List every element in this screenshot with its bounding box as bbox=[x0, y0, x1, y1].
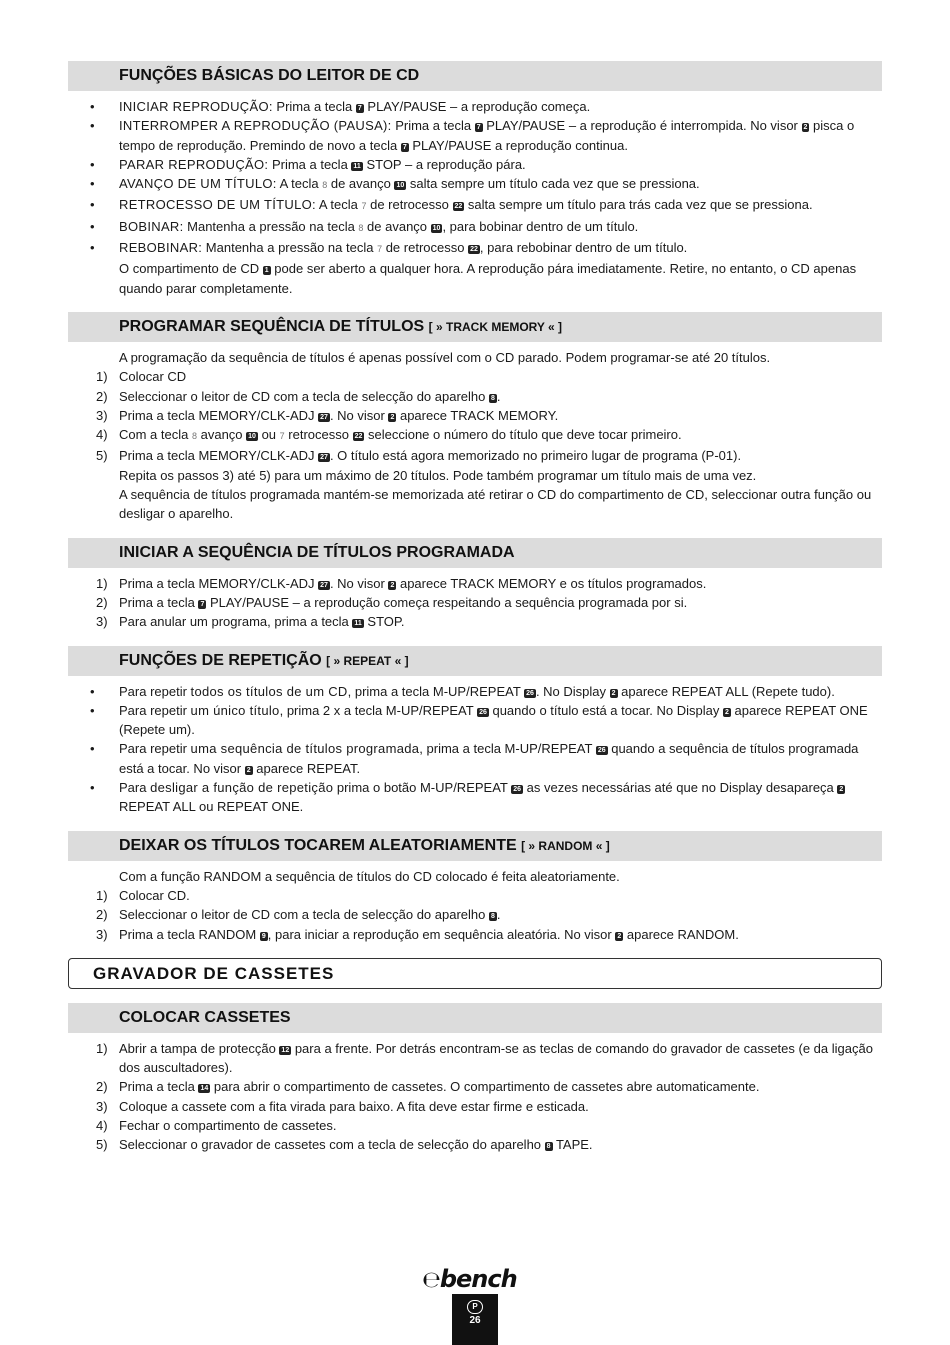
list-item: • PARAR REPRODUÇÃO: Prima a tecla 11 STOP – a reprodução pára. bbox=[68, 155, 882, 174]
list-item: 5) Seleccionar o gravador de cassetes com a tecla de selecção do aparelho 8 TAPE. bbox=[96, 1137, 593, 1153]
list-item: • AVANÇO DE UM TÍTULO: A tecla 8 de avanço 10 salta sempre um título cada vez que se pressiona. bbox=[68, 174, 882, 195]
section-heading-track-memory: PROGRAMAR SEQUÊNCIA DE TÍTULOS [ » TRACK MEMORY « ] bbox=[68, 312, 882, 342]
track-memory-note-2: A sequência de títulos programada mantém-se memorizada até retirar o CD do compartimento de CD, seleccionar outra função ou desligar o aparelho. bbox=[119, 487, 872, 522]
list-item: 5) Prima a tecla MEMORY/CLK-ADJ 27 . O título está agora memorizado no primeiro lugar de programa (P-01). bbox=[96, 448, 742, 464]
brand-logo: ℮bench bbox=[422, 1265, 517, 1293]
chapter-heading-cassette: GRAVADOR DE CASSETES bbox=[68, 958, 882, 989]
section-heading-cd-basics: FUNÇÕES BÁSICAS DO LEITOR DE CD bbox=[68, 61, 882, 91]
list-item: 4) Fechar o compartimento de cassetes. bbox=[96, 1117, 337, 1133]
repeat-list bbox=[68, 682, 882, 817]
list-item: • Para repetir uma sequência de títulos programada, prima a tecla M-UP/REPEAT 26 quando a sequência de títulos programada está a tocar. No visor 2 aparece REPEAT. bbox=[68, 739, 882, 778]
list-item: • Para desligar a função de repetição prima o botão M-UP/REPEAT 26 as vezes necessárias até que no Display desapareça 2 REPEAT ALL ou REPEAT ONE. bbox=[68, 778, 882, 817]
section-heading-repeat: FUNÇÕES DE REPETIÇÃO [ » REPEAT « ] bbox=[68, 646, 882, 676]
list-item: 2) Seleccionar o leitor de CD com a tecla de selecção do aparelho 8 . bbox=[96, 388, 501, 404]
insert-cassette-steps bbox=[68, 1039, 882, 1155]
list-item: • REBOBINAR: Mantenha a pressão na tecla 7 de retrocesso 22 , para rebobinar dentro de um título. bbox=[68, 238, 882, 259]
track-memory-intro: A programação da sequência de títulos é apenas possível com o CD parado. Podem programar-se até 20 títulos. bbox=[119, 349, 771, 365]
list-item: • INICIAR REPRODUÇÃO: Prima a tecla 7 PLAY/PAUSE – a reprodução começa. bbox=[68, 97, 882, 116]
list-item: 2) Prima a tecla 14 para abrir o compartimento de cassetes. O compartimento de cassetes abre automaticamente. bbox=[96, 1079, 760, 1095]
list-item: 3) Coloque a cassete com a fita virada para baixo. A fita deve estar firme e esticada. bbox=[96, 1098, 589, 1114]
section-heading-start-program: INICIAR A SEQUÊNCIA DE TÍTULOS PROGRAMADA bbox=[68, 538, 882, 568]
list-item: 4) Com a tecla 8 avanço 10 ou 7 retrocesso 22 seleccione o número do título que deve tocar primeiro. bbox=[96, 427, 682, 443]
list-item: • INTERROMPER A REPRODUÇÃO (PAUSA): Prima a tecla 7 PLAY/PAUSE – a reprodução é interrompida. No visor 2 pisca o tempo de reprodução. Premindo de novo a tecla 7 PLAY/PAUSE a reprodução continua. bbox=[68, 116, 882, 155]
cd-compartment-note: O compartimento de CD 1 pode ser aberto a qualquer hora. A reprodução pára imediatamente. Retire, no entanto, o CD apenas quando parar completamente. bbox=[119, 261, 857, 296]
language-badge: P bbox=[467, 1300, 483, 1314]
list-item: 3) Prima a tecla MEMORY/CLK-ADJ 27 . No visor 2 aparece TRACK MEMORY. bbox=[96, 407, 559, 423]
start-program-steps bbox=[68, 574, 882, 632]
track-memory-steps bbox=[68, 367, 882, 465]
random-steps bbox=[68, 886, 882, 944]
list-item: 2) Seleccionar o leitor de CD com a tecla de selecção do aparelho 8 . bbox=[96, 907, 501, 923]
section-heading-random: DEIXAR OS TÍTULOS TOCAREM ALEATORIAMENTE [ » RANDOM « ] bbox=[68, 831, 882, 861]
track-memory-note-1: Repita os passos 3) até 5) para um máximo de 20 títulos. Pode também programar um título mais de uma vez. bbox=[119, 467, 757, 483]
list-item: • Para repetir todos os títulos de um CD, prima a tecla M-UP/REPEAT 26 . No Display 2 aparece REPEAT ALL (Repete tudo). bbox=[68, 682, 882, 701]
page-tab bbox=[452, 1294, 498, 1345]
list-item: 1) Prima a tecla MEMORY/CLK-ADJ 27 . No visor 2 aparece TRACK MEMORY e os títulos programados. bbox=[96, 575, 707, 591]
list-item: 2) Prima a tecla 7 PLAY/PAUSE – a reprodução começa respeitando a sequência programada por si. bbox=[96, 594, 688, 610]
page-content bbox=[68, 61, 882, 1155]
brand-e-icon: ℮ bbox=[422, 1268, 440, 1293]
list-item: 1) Abrir a tampa de protecção 12 para a frente. Por detrás encontram-se as teclas de comando do gravador de cassetes (e da ligação dos auscultadores). bbox=[96, 1040, 873, 1076]
page-number: 26 bbox=[469, 1315, 481, 1326]
list-item: • RETROCESSO DE UM TÍTULO: A tecla 7 de retrocesso 22 salta sempre um título para trás cada vez que se pressiona. bbox=[68, 195, 882, 216]
list-item: 3) Prima a tecla RANDOM 9 , para iniciar a reprodução em sequência aleatória. No visor 2 aparece RANDOM. bbox=[96, 926, 739, 942]
random-intro: Com a função RANDOM a sequência de títulos do CD colocado é feita aleatoriamente. bbox=[119, 868, 620, 884]
list-item: 1) Colocar CD. bbox=[96, 887, 190, 903]
list-item: 1) Colocar CD bbox=[96, 369, 187, 385]
list-item: 3) Para anular um programa, prima a tecla 11 STOP. bbox=[96, 614, 405, 630]
list-item: • BOBINAR: Mantenha a pressão na tecla 8 de avanço 10 , para bobinar dentro de um título. bbox=[68, 217, 882, 238]
section-heading-insert-cassette: COLOCAR CASSETES bbox=[68, 1003, 882, 1033]
cd-basics-list bbox=[68, 97, 882, 259]
list-item: • Para repetir um único título, prima 2 x a tecla M-UP/REPEAT 26 quando o título está a tocar. No Display 2 aparece REPEAT ONE (Repete um). bbox=[68, 701, 882, 740]
